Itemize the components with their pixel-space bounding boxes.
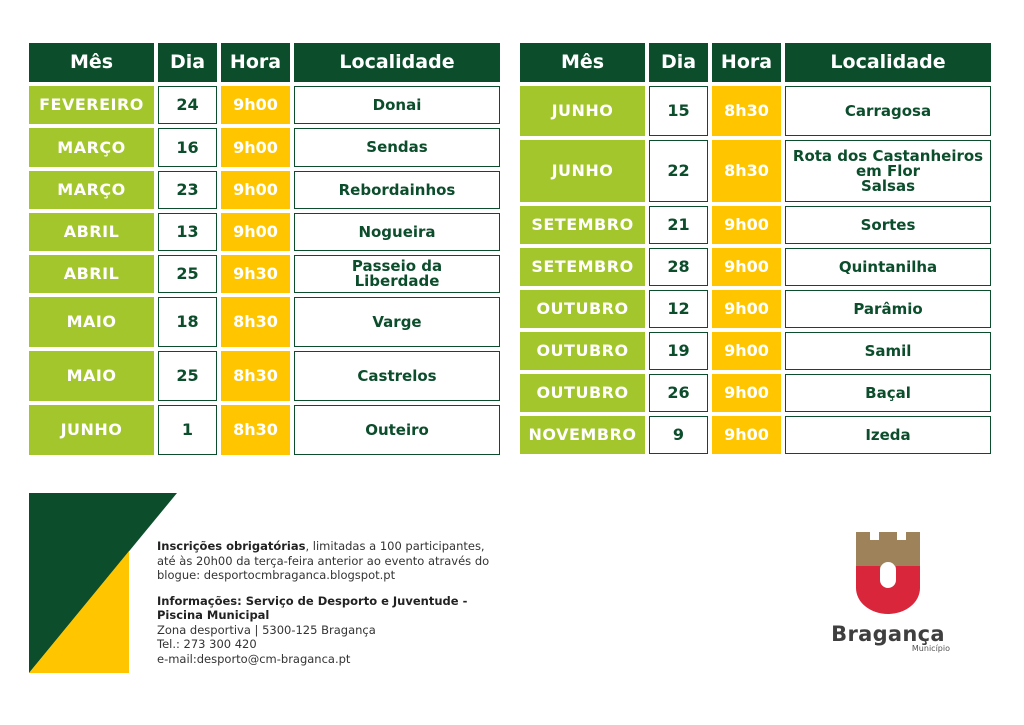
day-cell	[158, 213, 217, 251]
header-hora: Hora	[221, 43, 290, 82]
month-cell	[29, 297, 154, 347]
header-localidade: Localidade	[785, 43, 991, 82]
month-cell	[29, 86, 154, 124]
location-cell	[785, 248, 991, 286]
location-cell-text: Sortes	[860, 215, 916, 234]
time-cell-text: 8h30	[233, 312, 278, 331]
time-cell-text: 9h00	[724, 425, 769, 444]
month-cell	[520, 374, 645, 412]
month-cell	[29, 351, 154, 401]
day-cell-text: 13	[176, 222, 199, 241]
time-cell-text: 8h30	[233, 420, 278, 439]
day-cell-text: 12	[667, 299, 690, 318]
location-cell-text: Sendas	[366, 138, 428, 156]
table-header-row	[29, 43, 500, 82]
location-cell	[785, 290, 991, 328]
location-cell-text: Varge	[372, 312, 422, 331]
location-cell	[294, 128, 500, 167]
time-cell	[712, 140, 781, 202]
day-cell	[158, 171, 217, 209]
month-cell-text: FEVEREIRO	[39, 95, 144, 114]
day-cell	[158, 405, 217, 455]
castle-shield-icon	[853, 532, 923, 616]
table-row	[520, 374, 991, 412]
day-cell-text: 24	[176, 95, 199, 114]
table-row	[29, 86, 500, 124]
day-cell	[158, 255, 217, 293]
time-cell	[221, 86, 290, 124]
day-cell-text: 18	[176, 312, 199, 331]
month-cell	[29, 128, 154, 167]
day-cell-text: 25	[176, 264, 199, 283]
table-header-row	[520, 43, 991, 82]
month-cell-text: JUNHO	[551, 101, 614, 120]
day-cell	[158, 351, 217, 401]
day-cell	[649, 140, 708, 202]
table-row	[520, 290, 991, 328]
location-cell-text: Izeda	[865, 425, 911, 444]
day-cell	[649, 86, 708, 136]
location-cell	[294, 255, 500, 293]
address: Zona desportiva | 5300-125 Bragança	[157, 622, 376, 637]
month-cell	[520, 86, 645, 136]
month-cell-text: SETEMBRO	[531, 257, 634, 276]
table-row	[520, 206, 991, 244]
month-cell	[520, 140, 645, 202]
time-cell-text: 9h00	[724, 257, 769, 276]
time-cell	[712, 86, 781, 136]
info-block	[157, 539, 502, 666]
time-cell	[221, 255, 290, 293]
location-cell	[785, 86, 991, 136]
month-cell	[29, 255, 154, 293]
month-cell	[520, 332, 645, 370]
month-cell-text: OUTUBRO	[536, 383, 629, 402]
header-hora: Hora	[712, 43, 781, 82]
corner-graphic	[29, 493, 177, 673]
location-cell	[785, 206, 991, 244]
month-cell-text: OUTUBRO	[536, 299, 629, 318]
location-cell	[785, 416, 991, 454]
time-cell-text: 9h00	[233, 137, 278, 157]
location-cell	[294, 213, 500, 251]
header-dia: Dia	[158, 43, 217, 82]
table-row	[29, 405, 500, 455]
time-cell-text: 9h00	[724, 341, 769, 360]
month-cell	[520, 416, 645, 454]
day-cell-text: 15	[667, 101, 690, 120]
location-cell	[294, 351, 500, 401]
time-cell	[221, 213, 290, 251]
email: e-mail:desporto@cm-braganca.pt	[157, 651, 351, 666]
time-cell	[221, 297, 290, 347]
time-cell	[712, 416, 781, 454]
month-cell-text: MAIO	[66, 366, 117, 385]
logo-name: Bragança	[831, 622, 945, 646]
month-cell-text: ABRIL	[63, 264, 120, 283]
table-row	[520, 416, 991, 454]
location-cell	[785, 374, 991, 412]
day-cell-text: 28	[667, 257, 690, 276]
table-row	[29, 351, 500, 401]
table-row	[29, 213, 500, 251]
day-cell	[158, 297, 217, 347]
time-cell-text: 9h00	[724, 383, 769, 402]
day-cell	[649, 416, 708, 454]
month-cell-text: SETEMBRO	[531, 215, 634, 234]
month-cell	[29, 213, 154, 251]
month-cell	[29, 171, 154, 209]
location-cell	[294, 405, 500, 455]
logo-subtitle: Município	[911, 644, 950, 653]
day-cell-text: 26	[667, 383, 690, 402]
month-cell-text: MARÇO	[57, 137, 126, 157]
time-cell-text: 8h30	[724, 161, 769, 180]
location-cell-text: Baçal	[865, 383, 911, 402]
month-cell-text: MARÇO	[57, 180, 126, 199]
contact-block	[157, 594, 502, 667]
location-cell-text: Quintanilha	[838, 257, 938, 276]
time-cell	[712, 206, 781, 244]
day-cell	[158, 86, 217, 124]
location-cell-text: Rota dos Castanheiros em Flor Salsas	[792, 146, 984, 195]
month-cell-text: NOVEMBRO	[528, 425, 637, 444]
time-cell	[712, 248, 781, 286]
table-row	[520, 86, 991, 136]
table-row	[520, 332, 991, 370]
location-cell-text: Carragosa	[844, 101, 932, 120]
schedule-table-left	[29, 43, 500, 459]
header-mes: Mês	[520, 43, 645, 82]
time-cell-text: 8h30	[724, 101, 769, 120]
day-cell	[649, 332, 708, 370]
info-heading: Informações: Serviço de Desporto e Juventude - Piscina Municipal	[157, 593, 468, 622]
day-cell	[649, 248, 708, 286]
time-cell	[221, 351, 290, 401]
table-row	[29, 255, 500, 293]
header-dia: Dia	[649, 43, 708, 82]
day-cell	[649, 374, 708, 412]
time-cell-text: 9h00	[233, 222, 278, 241]
day-cell-text: 16	[176, 137, 199, 157]
time-cell-text: 9h00	[233, 180, 278, 199]
month-cell	[29, 405, 154, 455]
time-cell-text: 9h30	[233, 264, 278, 283]
location-cell-text: Outeiro	[365, 420, 429, 439]
month-cell	[520, 206, 645, 244]
month-cell-text: MAIO	[66, 312, 117, 331]
table-row	[29, 128, 500, 167]
day-cell-text: 9	[672, 425, 685, 444]
month-cell	[520, 290, 645, 328]
location-cell-text: Donai	[372, 95, 422, 114]
phone: Tel.: 273 300 420	[157, 637, 257, 651]
location-cell-text: Parâmio	[853, 299, 923, 318]
table-row	[520, 248, 991, 286]
time-cell	[221, 405, 290, 455]
location-cell	[294, 297, 500, 347]
time-cell	[712, 332, 781, 370]
time-cell-text: 9h00	[724, 299, 769, 318]
header-mes: Mês	[29, 43, 154, 82]
table-row	[29, 297, 500, 347]
header-localidade: Localidade	[294, 43, 500, 82]
location-cell	[785, 140, 991, 202]
municipality-logo	[822, 532, 954, 653]
month-cell	[520, 248, 645, 286]
day-cell-text: 1	[181, 420, 194, 439]
day-cell-text: 19	[667, 341, 690, 360]
table-row	[29, 171, 500, 209]
table-row	[520, 140, 991, 202]
location-cell-text: Castrelos	[357, 366, 437, 385]
month-cell-text: JUNHO	[60, 420, 123, 439]
location-cell-text: Passeio da Liberdade	[351, 257, 443, 290]
month-cell-text: JUNHO	[551, 161, 614, 180]
time-cell-text: 9h00	[724, 215, 769, 234]
registration-note: Inscrições obrigatórias, limitadas a 100 participantes, até às 20h00 da terça-feira anterior ao evento através do blogue: desportocmbraganca.blogspot.pt	[157, 539, 490, 582]
time-cell	[221, 128, 290, 167]
location-cell	[294, 86, 500, 124]
month-cell-text: OUTUBRO	[536, 341, 629, 360]
day-cell	[158, 128, 217, 167]
day-cell	[649, 206, 708, 244]
day-cell-text: 21	[667, 215, 690, 234]
month-cell-text: ABRIL	[63, 222, 120, 241]
day-cell	[649, 290, 708, 328]
location-cell-text: Samil	[864, 341, 912, 360]
day-cell-text: 22	[667, 161, 690, 180]
time-cell	[712, 290, 781, 328]
time-cell-text: 8h30	[233, 366, 278, 385]
location-cell-text: Nogueira	[358, 222, 436, 241]
day-cell-text: 23	[176, 180, 199, 199]
time-cell	[712, 374, 781, 412]
location-cell	[785, 332, 991, 370]
location-cell-text: Rebordainhos	[338, 180, 456, 199]
time-cell	[221, 171, 290, 209]
location-cell	[294, 171, 500, 209]
schedule-table-right	[520, 43, 991, 458]
day-cell-text: 25	[176, 366, 199, 385]
time-cell-text: 9h00	[233, 95, 278, 114]
